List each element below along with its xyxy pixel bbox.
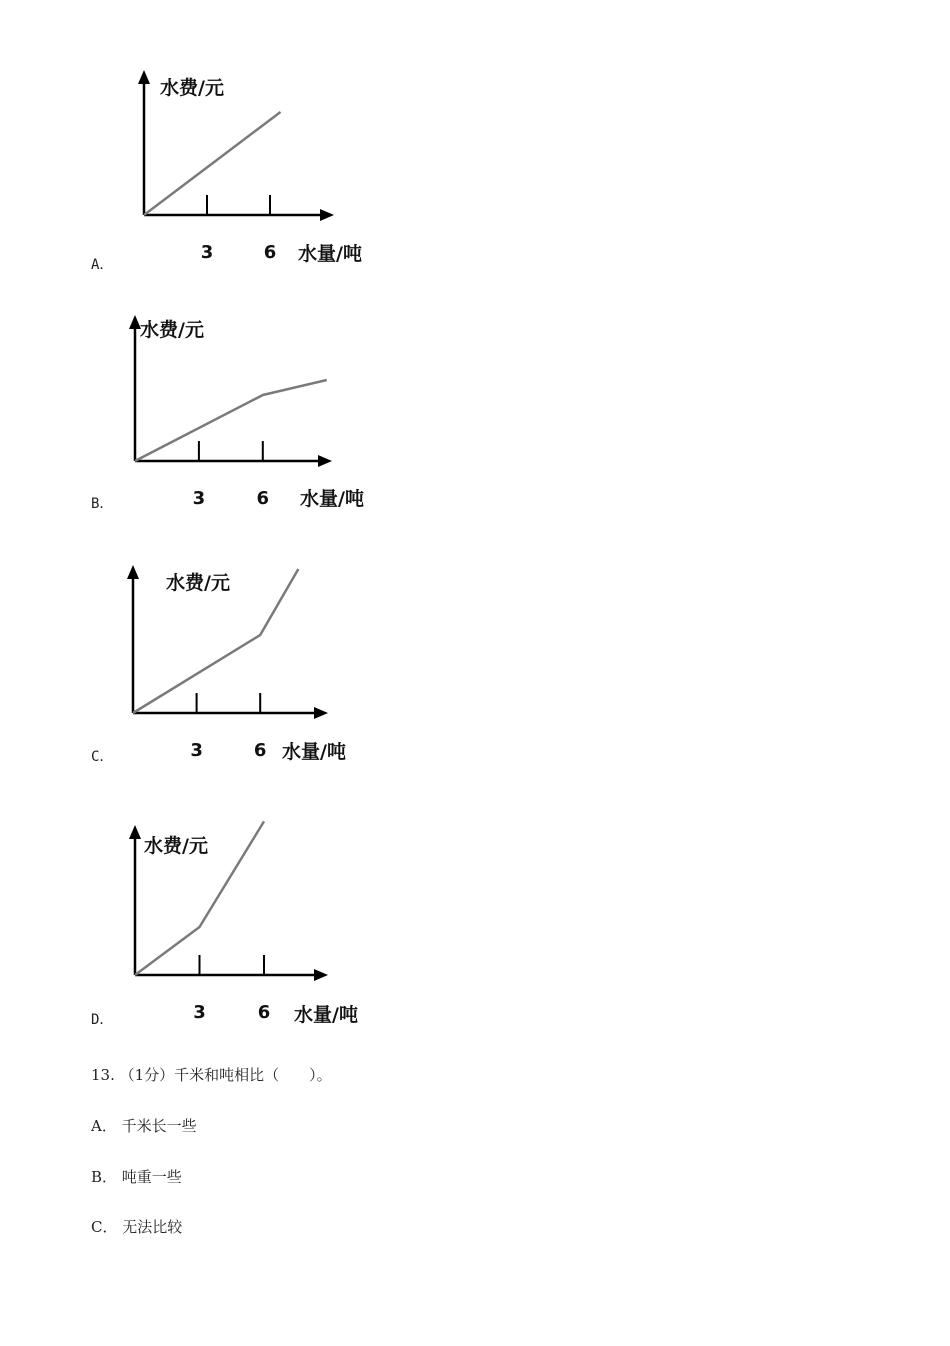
x-ticks: [200, 955, 265, 975]
y-axis-arrow: [129, 825, 141, 839]
chart-a: [120, 60, 390, 270]
x-axis-label: 水量/吨: [294, 1004, 358, 1026]
x-axis-arrow: [314, 969, 328, 981]
x-axis-arrow: [320, 209, 334, 221]
x-tick-labels: [193, 1002, 270, 1023]
x-tick-label-3: 3: [190, 740, 203, 761]
y-axis-arrow: [127, 565, 139, 579]
question-13-choice-c[interactable]: C． 无法比较: [91, 1218, 183, 1236]
option-letter: A．: [91, 257, 114, 273]
option-letter: B．: [91, 496, 114, 512]
x-axis-arrow: [314, 707, 328, 719]
x-tick-label-6: 6: [257, 1002, 271, 1023]
x-axis-label: 水量/吨: [282, 741, 346, 763]
chart-d: [110, 815, 380, 1030]
x-ticks: [199, 441, 263, 461]
x-axis-label: 水量/吨: [298, 243, 362, 265]
question-13-stem: 13. （1分）千米和吨相比（ ）。: [91, 1066, 332, 1084]
x-tick-label-3: 3: [193, 1002, 206, 1023]
y-axis-arrow: [138, 70, 150, 84]
x-ticks: [197, 693, 261, 713]
chart-b: [110, 305, 390, 515]
data-line: [135, 380, 327, 461]
chart-c: [110, 555, 380, 770]
x-axis-label: 水量/吨: [300, 488, 364, 510]
x-ticks: [207, 195, 270, 215]
option-letter: D．: [91, 1012, 114, 1028]
x-tick-labels: [190, 740, 266, 761]
y-axis-label: 水费/元: [144, 835, 208, 857]
x-tick-label-3: 3: [200, 242, 214, 263]
x-tick-label-6: 6: [256, 488, 270, 509]
question-13-choice-b[interactable]: B． 吨重一些: [91, 1168, 182, 1186]
data-line: [144, 112, 281, 215]
x-tick-labels: [193, 488, 269, 509]
x-tick-label-6: 6: [263, 242, 277, 263]
x-axis-arrow: [318, 455, 332, 467]
x-tick-label-6: 6: [253, 740, 267, 761]
y-axis-label: 水费/元: [140, 319, 204, 341]
option-letter: C．: [91, 749, 114, 765]
question-13-choice-a[interactable]: A． 千米长一些: [91, 1117, 197, 1135]
x-tick-label-3: 3: [192, 488, 206, 509]
x-tick-labels: [201, 242, 277, 263]
y-axis-label: 水费/元: [160, 77, 224, 99]
y-axis-label: 水费/元: [166, 572, 230, 594]
